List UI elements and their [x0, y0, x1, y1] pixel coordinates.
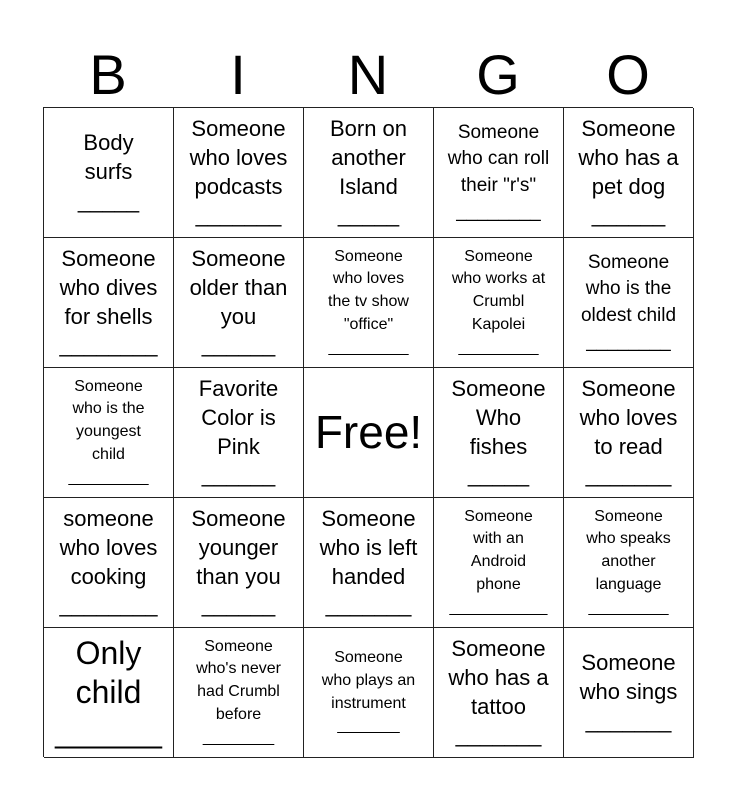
bingo-cell[interactable]: Someone who works at Crumbl Kapolei _________ — [434, 238, 564, 368]
bingo-cell[interactable]: Someone who is the youngest child _________ — [44, 368, 174, 498]
bingo-cell[interactable]: Someone who can roll their "r's" ________ — [434, 108, 564, 238]
bingo-cell[interactable]: Someone who loves to read _______ — [564, 368, 694, 498]
bingo-cell[interactable]: Someone who dives for shells ________ — [44, 238, 174, 368]
header-letter-g: G — [476, 43, 520, 106]
free-space-cell[interactable]: Free! — [304, 368, 434, 498]
bingo-cell[interactable]: Someone who plays an instrument _______ — [304, 628, 434, 758]
bingo-cell[interactable]: Someone who loves podcasts _______ — [174, 108, 304, 238]
bingo-cell[interactable]: Someone younger than you ______ — [174, 498, 304, 628]
bingo-cell[interactable]: Someone who sings _______ — [564, 628, 694, 758]
bingo-grid — [43, 107, 693, 757]
header-letter-o: O — [606, 43, 650, 106]
header-letter-b: B — [89, 43, 127, 106]
header-letter-n: N — [347, 43, 389, 106]
bingo-cell[interactable]: Body surfs _____ — [44, 108, 174, 238]
bingo-cell[interactable]: Someone who's never had Crumbl before ________ — [174, 628, 304, 758]
bingo-cell[interactable]: Someone with an Android phone ___________ — [434, 498, 564, 628]
bingo-cell[interactable]: Someone who is the oldest child ________ — [564, 238, 694, 368]
bingo-cell[interactable]: Someone who has a tattoo _______ — [434, 628, 564, 758]
bingo-cell[interactable]: Born on another Island _____ — [304, 108, 434, 238]
bingo-cell[interactable]: Someone who is left handed _______ — [304, 498, 434, 628]
bingo-cell[interactable]: Someone who loves the tv show "office" _________ — [304, 238, 434, 368]
bingo-header — [43, 43, 693, 106]
bingo-cell[interactable]: Someone Who fishes _____ — [434, 368, 564, 498]
bingo-cell[interactable]: Only child ______ — [44, 628, 174, 758]
header-letter-i: I — [230, 43, 246, 106]
bingo-cell[interactable]: Favorite Color is Pink ______ — [174, 368, 304, 498]
bingo-cell[interactable]: someone who loves cooking ________ — [44, 498, 174, 628]
bingo-cell[interactable]: Someone who speaks another language _________ — [564, 498, 694, 628]
bingo-cell[interactable]: Someone older than you ______ — [174, 238, 304, 368]
bingo-cell[interactable]: Someone who has a pet dog ______ — [564, 108, 694, 238]
